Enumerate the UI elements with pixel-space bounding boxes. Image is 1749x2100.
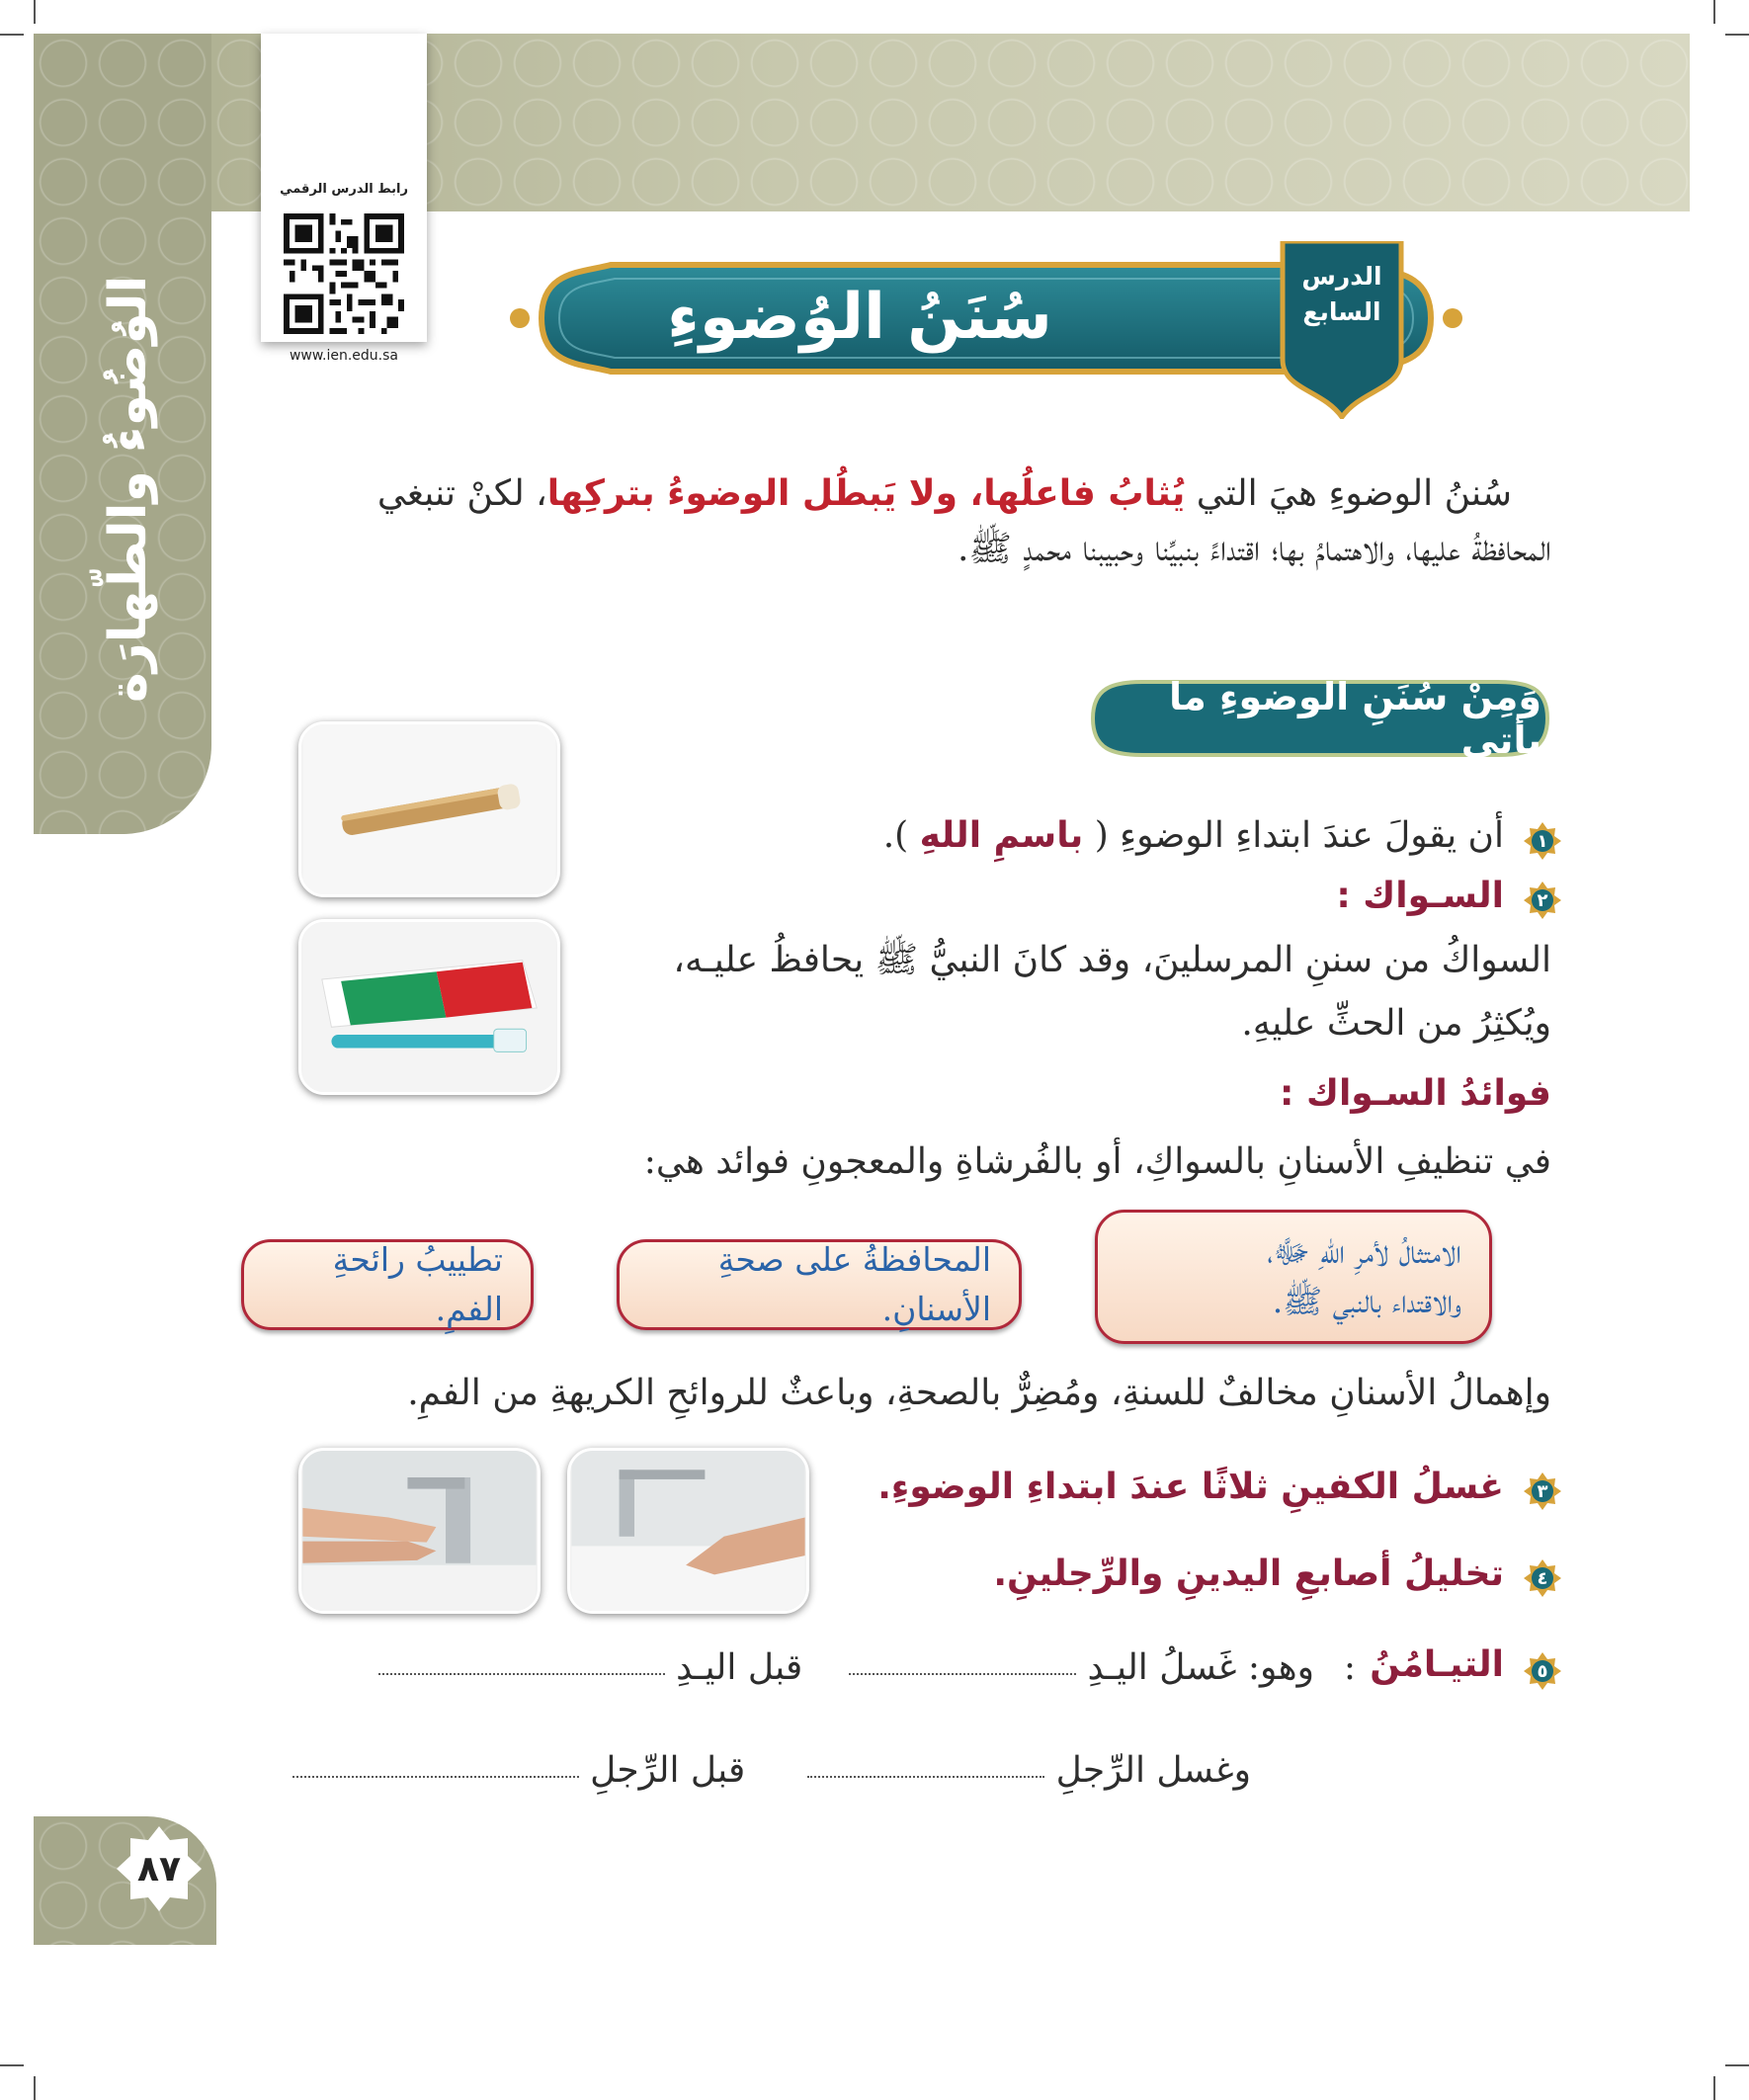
item-5-heading: التيـامُنُ	[1370, 1644, 1504, 1685]
chapter-title: الوُضُوءُ والطّهارَة	[99, 275, 158, 704]
item-1-after: ).	[882, 815, 920, 856]
item-marker-1	[1524, 822, 1561, 860]
benefits-intro: في تنظيفِ الأسنانِ بالسواكِ، أو بالفُرشاةِ والمعجونِ فوائد هي:	[643, 1141, 1551, 1182]
lesson-label-line1: الدرس	[1301, 262, 1382, 291]
benefit-box-3	[241, 1239, 534, 1330]
fill-blank-4[interactable]	[292, 1768, 579, 1778]
fill-blank-1[interactable]	[849, 1665, 1076, 1675]
subheading: وَمِنْ سُنَنِ الوضوءِ ما يأتي	[1169, 675, 1541, 762]
item-5-row1-b: قبل اليـدِ	[676, 1647, 803, 1688]
item-2-line2: ويُكثِرُ من الحثِّ عليهِ.	[1241, 1003, 1551, 1044]
crop-mark	[1725, 2064, 1749, 2066]
hand-washing-photo-1	[298, 1448, 541, 1614]
crop-mark	[1713, 2076, 1715, 2100]
crop-mark	[34, 0, 36, 24]
lesson-number-label	[1273, 259, 1411, 330]
page-number: ٨٧	[137, 1848, 181, 1890]
crop-mark	[1725, 34, 1749, 36]
item-2-line1: السواكُ من سننِ المرسلينَ، وقد كانَ النبيُّ ﷺ يحافظُ عليـه،	[673, 940, 1551, 980]
miswak-photo	[298, 721, 560, 897]
benefit-1-line2: والاقتداء بالنبي ﷺ.	[1272, 1282, 1461, 1320]
hand-washing-photo-2	[567, 1448, 809, 1614]
item-1-before: أن يقولَ عندَ ابتداءِ الوضوءِ (	[1083, 815, 1504, 856]
item-number-2: ٢	[1537, 889, 1548, 911]
item-5-row2	[292, 1745, 1251, 1797]
benefit-1-line1: الامتثالُ لأمرِ اللهِ ﷻ،	[1267, 1232, 1461, 1271]
crop-mark	[0, 2064, 24, 2066]
item-number-4: ٤	[1537, 1567, 1548, 1589]
benefits-heading: فوائدُ السـواك :	[1280, 1073, 1551, 1114]
benefit-box-1	[1095, 1210, 1492, 1344]
neglect-text: وإهمالُ الأسنانِ مخالفٌ للسنةِ، ومُضِرٌّ بالصحةِ، وباعثٌ للروائحِ الكريهةِ من الفمِ.	[407, 1373, 1551, 1413]
crop-mark	[0, 34, 24, 36]
benefit-box-2	[617, 1239, 1022, 1330]
item-1-highlight: باسمِ اللهِ	[919, 815, 1084, 856]
item-number-3: ٣	[1537, 1480, 1548, 1502]
item-4-text: تخليلُ أصابعِ اليدينِ والرِّجلينِ.	[993, 1554, 1504, 1594]
qr-label: رابط الدرس الرقمي	[280, 182, 408, 197]
benefit-3-line1: تطييبُ رائحةِ الفمِ.	[332, 1240, 503, 1328]
item-3-text: غسلُ الكفينِ ثلاثًا عندَ ابتداءِ الوضوءِ.	[877, 1467, 1504, 1507]
crop-mark	[1713, 0, 1715, 24]
item-5-row2-a: وغسل الرِّجلِ	[1055, 1750, 1251, 1791]
lesson-title: سُنَنُ الوُضوءِ	[667, 281, 1052, 354]
intro-paragraph	[198, 466, 1551, 577]
fill-blank-2[interactable]	[378, 1665, 665, 1675]
crop-mark	[34, 2076, 36, 2100]
intro-line2: المحافظةُ عليها، والاهتمامُ بها؛ اقتداءً بنبيِّنا وحبيبنا محمدٍ ﷺ.	[958, 529, 1551, 569]
item-marker-4	[1524, 1559, 1561, 1597]
intro-highlight: يُثابُ فاعلُها، ولا يَبطُل الوضوءُ بتركِها	[546, 473, 1186, 514]
intro-part1: سُننُ الوضوءِ هيَ التي	[1185, 473, 1512, 514]
item-5-row2-b: قبل الرِّجلِ	[590, 1750, 746, 1791]
item-5-row1-a: وهو: غَسلُ اليـدِ	[1087, 1647, 1314, 1688]
item-2-heading: السـواك :	[1336, 876, 1504, 916]
item-number-5: ٥	[1537, 1660, 1548, 1682]
lesson-label-line2: السابع	[1302, 297, 1381, 326]
fill-blank-3[interactable]	[807, 1768, 1044, 1778]
intro-part2: ، لكنْ تنبغي	[376, 473, 547, 514]
qr-url[interactable]: www.ien.edu.sa	[289, 348, 399, 364]
toothbrush-photo	[298, 919, 560, 1095]
qr-code-icon[interactable]	[281, 213, 407, 334]
item-marker-2	[1524, 882, 1561, 919]
item-marker-5	[1524, 1652, 1561, 1690]
item-5-colon: :	[1343, 1647, 1356, 1688]
qr-card[interactable]	[261, 34, 427, 364]
item-number-1: ١	[1537, 830, 1548, 852]
item-1-text	[883, 810, 1504, 862]
item-marker-3	[1524, 1472, 1561, 1510]
item-5-row1	[378, 1642, 1314, 1694]
benefit-2-line1: المحافظةُ على صحةِ الأسنانِ.	[717, 1240, 991, 1328]
